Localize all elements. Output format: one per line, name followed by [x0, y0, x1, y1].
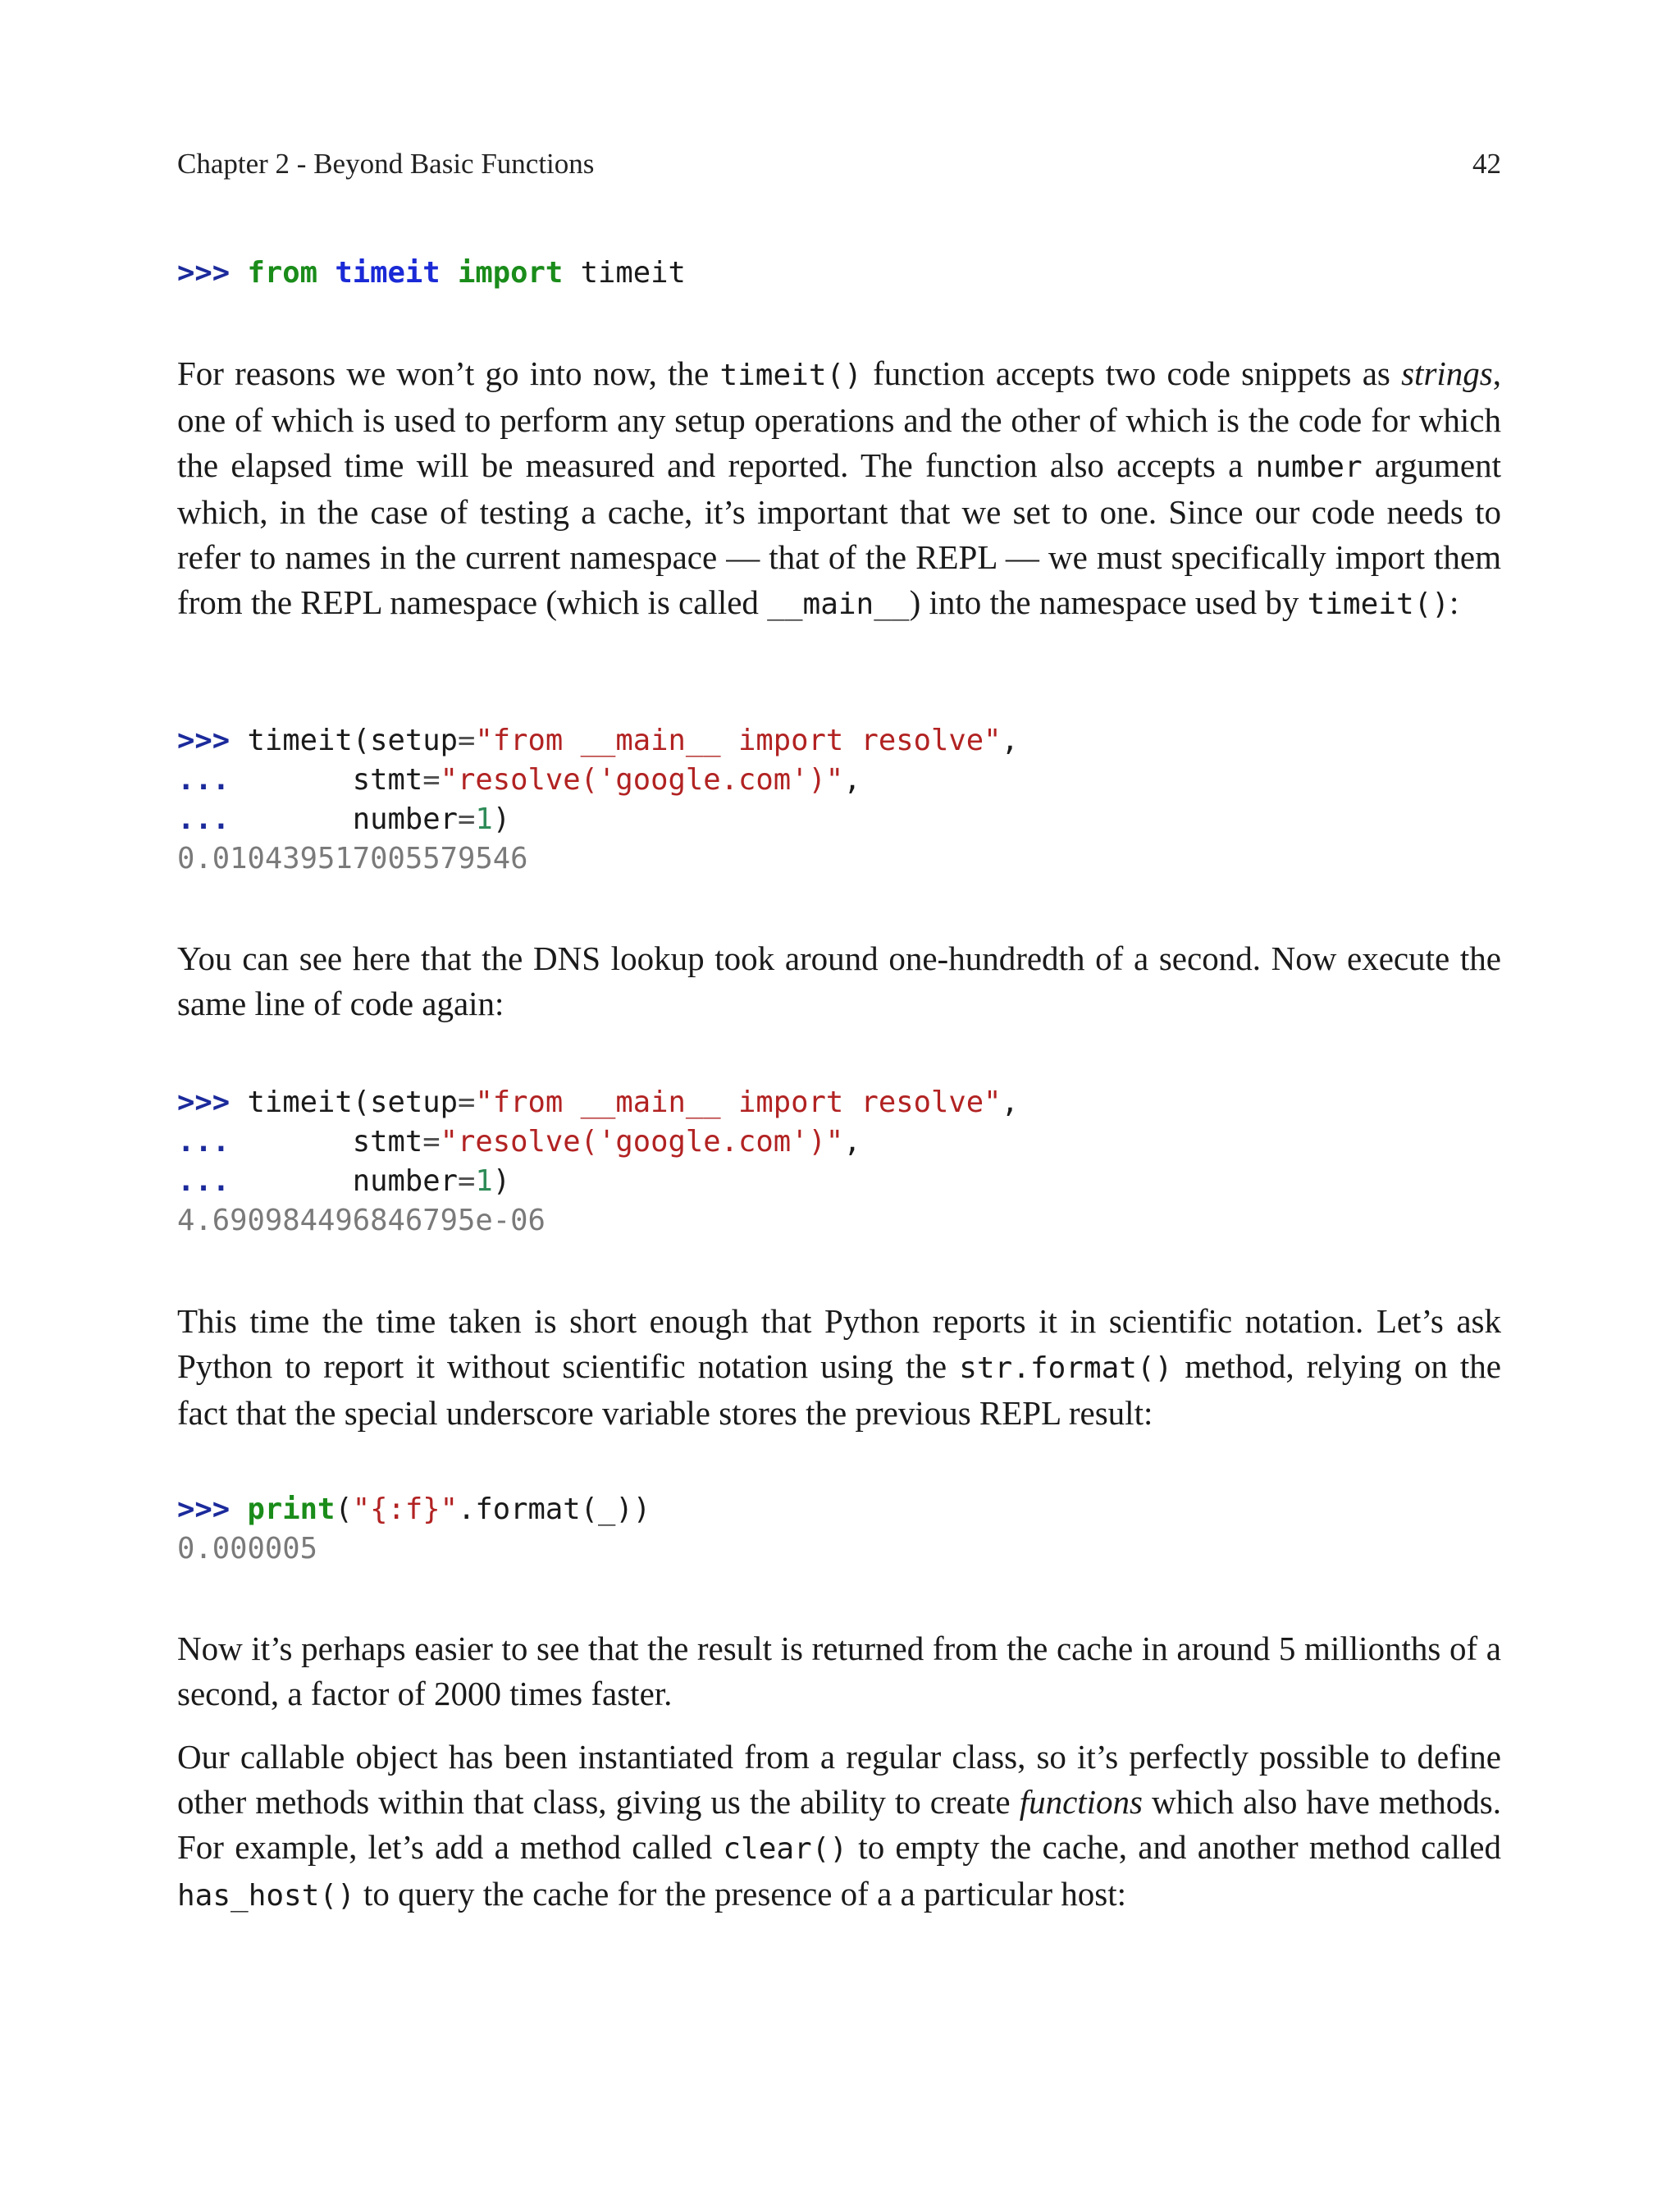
string-literal: "resolve('google.com')": [440, 1125, 844, 1159]
inline-code: __main__: [767, 587, 910, 621]
code-text: .format(_)): [458, 1492, 651, 1526]
page-number: 42: [1472, 148, 1501, 180]
repl-continuation: ...: [177, 1125, 231, 1159]
text: This time the time taken is short enough that Python reports it in scientific notation. Let’s ask Python to report it without scientific notation using the: [177, 1302, 1501, 1385]
repl-continuation: ...: [177, 802, 231, 836]
string-literal: "from __main__ import resolve": [475, 1086, 1002, 1119]
operator: =: [422, 1125, 441, 1159]
text: , one of which is used to perform any setup operations and the other of which is the code for which the elapsed time will be measured and reported. The function also accepts a: [177, 354, 1501, 484]
code-text: number: [230, 802, 458, 836]
inline-code: str.format(): [959, 1351, 1173, 1385]
code-text: ): [492, 1164, 511, 1198]
module-name: timeit: [335, 256, 441, 290]
text: function accepts two code snippets as: [861, 354, 1402, 392]
paragraph-scientific-notation: [177, 1299, 1501, 1436]
paragraph-timeit-intro: [177, 351, 1501, 627]
number-literal: 1: [475, 1164, 493, 1198]
code-text: ,: [843, 1125, 861, 1159]
text: to query the cache for the presence of a a particular host:: [354, 1875, 1127, 1913]
code-block-timeit-second: [177, 1083, 1019, 1241]
inline-code: clear(): [723, 1832, 848, 1866]
operator: =: [457, 802, 476, 836]
repl-prompt: >>>: [177, 724, 231, 757]
code-block-import: [177, 254, 686, 293]
operator: =: [422, 763, 441, 797]
code-text: stmt: [230, 1125, 423, 1159]
inline-code: has_host(): [177, 1879, 355, 1913]
chapter-title: Chapter 2 - Beyond Basic Functions: [177, 148, 595, 180]
text: Our callable object has been instantiated from a regular class, so it’s perfectly possible to define other methods within that class, giving us the ability to create: [177, 1738, 1501, 1821]
repl-output: 4.690984496846795e-06: [177, 1204, 546, 1237]
repl-prompt: >>>: [177, 1492, 231, 1526]
repl-continuation: ...: [177, 1164, 231, 1198]
text: which also have methods. For example, let’s add a method called: [177, 1783, 1502, 1866]
string-literal: "{:f}": [352, 1492, 458, 1526]
inline-code: timeit(): [719, 359, 862, 392]
code-text: ,: [1001, 1086, 1019, 1119]
keyword-import: import: [458, 256, 564, 290]
code-text: number: [230, 1164, 458, 1198]
operator: =: [457, 724, 476, 757]
code-text: ,: [1001, 724, 1019, 757]
code-text: timeit(setup: [230, 1086, 458, 1119]
repl-output: 0.010439517005579546: [177, 842, 528, 875]
repl-prompt: >>>: [177, 1086, 231, 1119]
number-literal: 1: [475, 802, 493, 836]
emphasis: functions: [1019, 1783, 1144, 1821]
string-literal: "from __main__ import resolve": [475, 724, 1002, 757]
keyword-print: print: [230, 1492, 336, 1526]
code-text: timeit(setup: [230, 724, 458, 757]
text: :: [1449, 583, 1459, 621]
inline-code: number: [1255, 450, 1363, 484]
text: argument which, in the case of testing a cache, it’s important that we set to one. Since our code needs to refer to names in the current namespace — that of the REPL — we must specifically import them from the REPL namespace (which is called: [177, 446, 1502, 621]
imported-name: timeit: [563, 256, 686, 290]
code-text: stmt: [230, 763, 423, 797]
text: ) into the namespace used by: [909, 583, 1308, 621]
code-block-timeit-first: [177, 721, 1019, 879]
emphasis: strings: [1401, 354, 1493, 392]
text: method, relying on the fact that the special underscore variable stores the previous REPL result:: [177, 1347, 1502, 1432]
keyword-from: from: [247, 256, 317, 290]
repl-prompt: >>>: [177, 256, 231, 290]
code-text: ): [492, 802, 511, 836]
repl-output: 0.000005: [177, 1532, 317, 1566]
paragraph-cache-speed: Now it’s perhaps easier to see that the result is returned from the cache in around 5 millionths of a second, a factor of 2000 times faster.: [177, 1630, 1501, 1712]
code-text: (: [335, 1492, 353, 1526]
paragraph-dns-lookup: You can see here that the DNS lookup took around one-hundredth of a second. Now execute the same line of code again:: [177, 939, 1501, 1022]
text: For reasons we won’t go into now, the: [177, 354, 720, 392]
repl-continuation: ...: [177, 763, 231, 797]
code-block-print-format: [177, 1490, 651, 1569]
inline-code: timeit(): [1307, 587, 1449, 621]
string-literal: "resolve('google.com')": [440, 763, 844, 797]
running-header: [177, 148, 1501, 184]
paragraph-callable-methods: [177, 1735, 1501, 1918]
operator: =: [457, 1164, 476, 1198]
code-text: ,: [843, 763, 861, 797]
text: to empty the cache, and another method called: [847, 1828, 1501, 1866]
operator: =: [457, 1086, 476, 1119]
